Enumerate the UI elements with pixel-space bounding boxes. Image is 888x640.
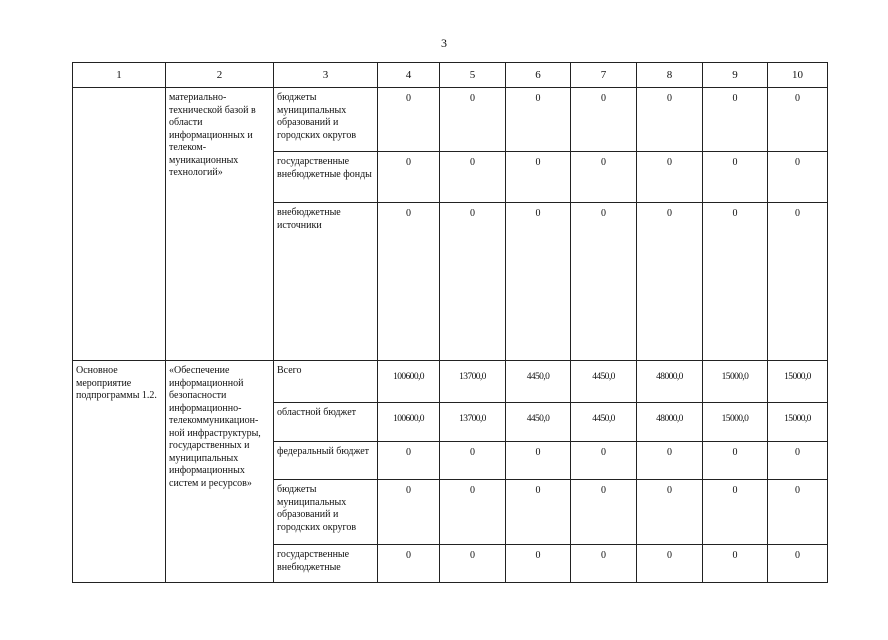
value-cell: 0	[378, 480, 440, 545]
value-cell: 0	[378, 203, 440, 361]
value-cell: 0	[768, 545, 828, 583]
header-col-3: 3	[274, 63, 378, 88]
value-cell: 0	[378, 152, 440, 203]
value-cell: 13700,0	[440, 361, 506, 403]
funding-source: государственные внебюджетные	[274, 545, 378, 583]
value-cell: 0	[703, 203, 768, 361]
value-cell: 13700,0	[440, 403, 506, 442]
funding-source: областной бюджет	[274, 403, 378, 442]
value-cell: 0	[506, 442, 571, 480]
value-cell: 0	[378, 88, 440, 152]
header-row	[73, 63, 828, 88]
value-cell: 0	[703, 480, 768, 545]
value-cell: 0	[506, 480, 571, 545]
value-cell: 0	[440, 88, 506, 152]
header-col-2: 2	[166, 63, 274, 88]
funding-source: бюджеты муниципальных образований и городских округов	[274, 88, 378, 152]
value-cell: 0	[637, 442, 703, 480]
value-cell: 100600,0	[378, 361, 440, 403]
header-col-6: 6	[506, 63, 571, 88]
value-cell: 0	[506, 152, 571, 203]
group2-description: «Обеспечение информационной безопасности информационно-телекоммуникацион-ной инфраструктуры, государственных и муниципальных информационных систем и ресурсов»	[166, 361, 274, 583]
value-cell: 0	[703, 545, 768, 583]
funding-source: государственные внебюджетные фонды	[274, 152, 378, 203]
group1-description: материально-технической базой в области информационных и телеком-муникационных технологий»	[166, 88, 274, 361]
value-cell: 15000,0	[703, 403, 768, 442]
value-cell: 48000,0	[637, 361, 703, 403]
funding-source: внебюджетные источники	[274, 203, 378, 361]
value-cell: 0	[768, 480, 828, 545]
value-cell: 15000,0	[768, 403, 828, 442]
value-cell: 0	[506, 545, 571, 583]
funding-source: Всего	[274, 361, 378, 403]
value-cell: 4450,0	[506, 403, 571, 442]
header-col-9: 9	[703, 63, 768, 88]
value-cell: 0	[571, 545, 637, 583]
value-cell: 4450,0	[506, 361, 571, 403]
value-cell: 0	[506, 88, 571, 152]
value-cell: 15000,0	[703, 361, 768, 403]
value-cell: 0	[637, 88, 703, 152]
table-row	[73, 88, 828, 152]
value-cell: 0	[571, 88, 637, 152]
header-col-10: 10	[768, 63, 828, 88]
value-cell: 48000,0	[637, 403, 703, 442]
value-cell: 0	[440, 203, 506, 361]
value-cell: 0	[637, 480, 703, 545]
value-cell: 0	[506, 203, 571, 361]
value-cell: 0	[637, 545, 703, 583]
value-cell: 4450,0	[571, 361, 637, 403]
value-cell: 0	[571, 480, 637, 545]
header-col-4: 4	[378, 63, 440, 88]
group1-col1	[73, 88, 166, 361]
header-col-7: 7	[571, 63, 637, 88]
value-cell: 0	[768, 152, 828, 203]
header-col-1: 1	[73, 63, 166, 88]
value-cell: 0	[637, 152, 703, 203]
header-col-8: 8	[637, 63, 703, 88]
value-cell: 0	[571, 442, 637, 480]
value-cell: 0	[440, 442, 506, 480]
value-cell: 0	[768, 203, 828, 361]
value-cell: 15000,0	[768, 361, 828, 403]
page-number: 3	[441, 36, 447, 50]
table-row	[73, 361, 828, 403]
value-cell: 0	[440, 480, 506, 545]
value-cell: 0	[440, 152, 506, 203]
value-cell: 0	[637, 203, 703, 361]
value-cell: 0	[703, 88, 768, 152]
funding-source: федеральный бюджет	[274, 442, 378, 480]
value-cell: 4450,0	[571, 403, 637, 442]
value-cell: 0	[378, 545, 440, 583]
group2-activity: Основное мероприятие подпрограммы 1.2.	[73, 361, 166, 583]
funding-source: бюджеты муниципальных образований и городских округов	[274, 480, 378, 545]
value-cell: 0	[378, 442, 440, 480]
value-cell: 0	[703, 152, 768, 203]
value-cell: 0	[768, 442, 828, 480]
value-cell: 0	[571, 203, 637, 361]
value-cell: 0	[768, 88, 828, 152]
value-cell: 100600,0	[378, 403, 440, 442]
header-col-5: 5	[440, 63, 506, 88]
budget-table	[72, 62, 828, 583]
value-cell: 0	[440, 545, 506, 583]
value-cell: 0	[571, 152, 637, 203]
value-cell: 0	[703, 442, 768, 480]
